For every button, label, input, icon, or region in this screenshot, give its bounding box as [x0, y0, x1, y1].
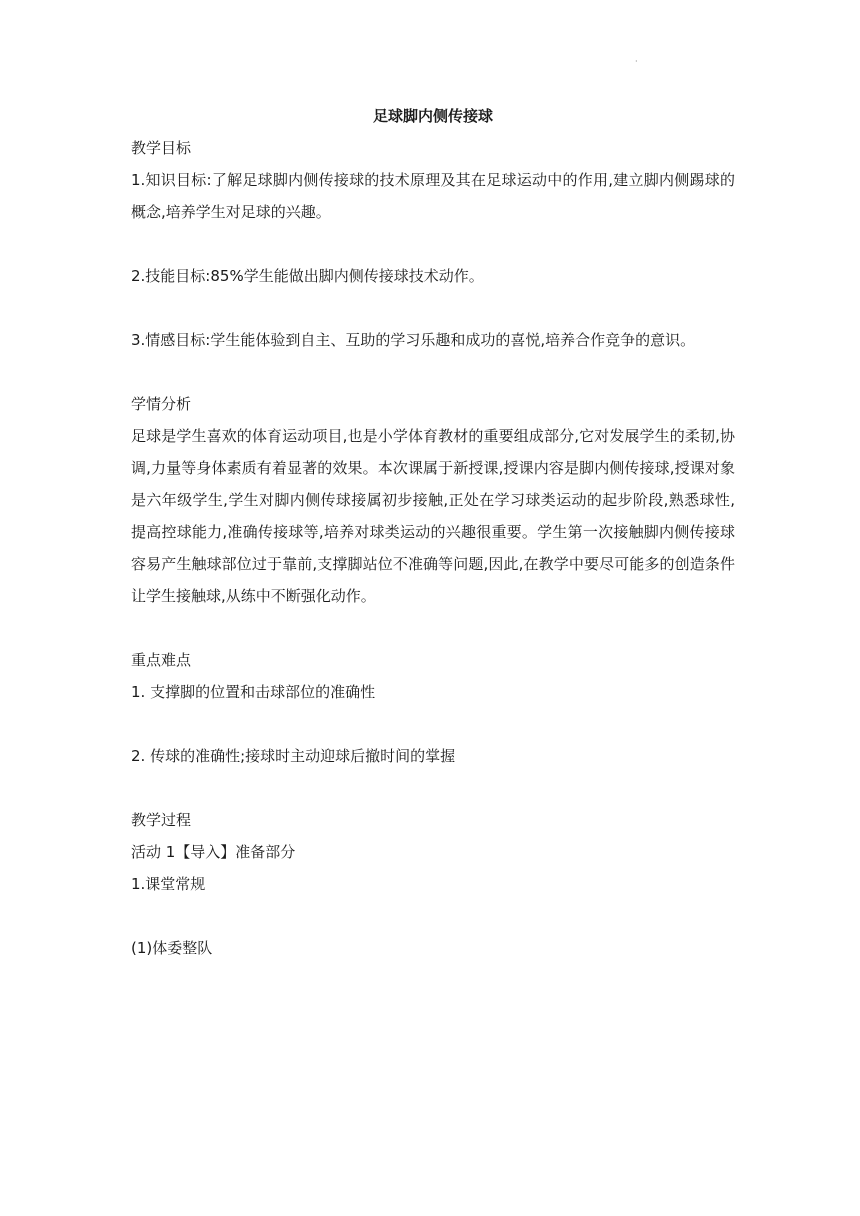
activity-title: 活动 1【导入】准备部分	[131, 843, 296, 861]
goal-skill: 2.技能目标:85%学生能做出脚内侧传接球技术动作。	[131, 267, 484, 285]
spacer	[131, 612, 735, 644]
goal-knowledge: 1.知识目标:了解足球脚内侧传接球的技术原理及其在足球运动中的作用,建立脚内侧踢球的概念,培养学生对足球的兴趣。	[131, 171, 735, 221]
document-body	[131, 100, 735, 964]
keypoint-item: 1. 支撑脚的位置和击球部位的准确性	[131, 683, 376, 701]
spacer	[131, 356, 735, 388]
spacer	[131, 292, 735, 324]
spacer	[131, 900, 735, 932]
section-heading-goals: 教学目标	[131, 139, 192, 157]
spacer	[131, 228, 735, 260]
section-heading-analysis: 学情分析	[131, 395, 192, 413]
section-heading-keypoints: 重点难点	[131, 651, 192, 669]
keypoint-item: 2. 传球的准确性;接球时主动迎球后撤时间的掌握	[131, 747, 456, 765]
page-mark: ·	[635, 57, 638, 66]
goal-emotion: 3.情感目标:学生能体验到自主、互助的学习乐趣和成功的喜悦,培养合作竞争的意识。	[131, 331, 696, 349]
section-heading-process: 教学过程	[131, 811, 192, 829]
process-substep: (1)体委整队	[131, 939, 213, 957]
analysis-paragraph: 足球是学生喜欢的体育运动项目,也是小学体育教材的重要组成部分,它对发展学生的柔韧,协调,力量等身体素质有着显著的效果。本次课属于新授课,授课内容是脚内侧传接球,授课对象是六年级学生,学生对脚内侧传球接属初步接触,正处在学习球类运动的起步阶段,熟悉球性,提高控球能力,准确传接球等,培养对球类运动的兴趣很重要。学生第一次接触脚内侧传接球容易产生触球部位过于靠前,支撑脚站位不准确等问题,因此,在教学中要尽可能多的创造条件让学生接触球,从练中不断强化动作。	[131, 427, 735, 605]
spacer	[131, 772, 735, 804]
spacer	[131, 708, 735, 740]
document-title: 足球脚内侧传接球	[372, 107, 493, 125]
process-step: 1.课堂常规	[131, 875, 206, 893]
